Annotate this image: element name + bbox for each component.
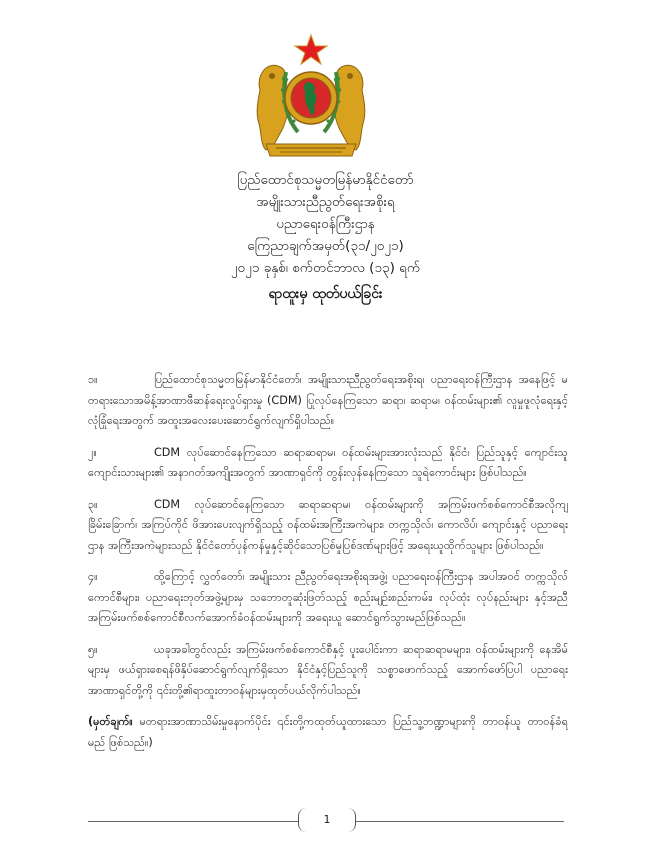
paragraph-2: [88, 443, 568, 484]
government-name: အမျိုးသားညီညွတ်ရေးအစိုးရ: [256, 194, 395, 210]
document-title: ရာထူးမှ ထုတ်ပယ်ခြင်း: [268, 286, 383, 302]
paragraph-text: ပြည်ထောင်စုသမ္မတမြန်မာနိုင်ငံတော်၊ အမျိုးသားညီညွတ်ရေးအစိုးရ၊ ပညာရေးဝန်ကြီးဌာန အနေဖြင့် မတရားသောအမိန့်အာဏာဖီဆန်ရေးလှုပ်ရှားမှု (CDM) ပြုလုပ်နေကြသော ဆရာ၊ ဆရာမ၊ ဝန်ထမ်းများ၏ လူမှုဖူလုံရေးနှင့် လုံခြုံရေးအတွက် အထူးအလေးပေးဆောင်ရွက်လျက်ရှိပါသည်။: [88, 373, 568, 427]
announcement-number: ကြေညာချက်အမှတ်(၃၁/၂၀၂၁): [247, 238, 404, 254]
page-number: 1: [298, 808, 356, 832]
footer-rule-right: [354, 821, 564, 822]
note-paragraph: [88, 712, 568, 753]
paragraph-4: [88, 567, 568, 629]
paragraph-number: ၄။: [88, 570, 98, 583]
country-name: ပြည်ထောင်စုသမ္မတမြန်မာနိုင်ငံတော်: [237, 172, 414, 188]
paragraph-number: ၂။: [88, 445, 97, 459]
state-emblem: [252, 32, 370, 167]
paragraph-text: CDM လုပ်ဆောင်နေကြသော ဆရာဆရာမ၊ ဝန်ထမ်းများကို အကြမ်းဖက်စစ်ကောင်စီအလိုကျ ခြိမ်းခြောက်၊ အကြပ်ကိုင် ဖိအားပေးလျက်ရှိသည့် ဝန်ထမ်းအကြီးအကဲများ၊ တက္ကသိုလ်၊ ကောလိပ်၊ ကျောင်းနှင့် ပညာရေးဌာန အကြီးအကဲများသည် နိုင်ငံတော်ပုန်ကန်မှုနှင့်ဆိုင်သောပြစ်မှုပြစ်ဒဏ်များဖြင့် အရေးယူထိုက်သူများ ဖြစ်ပါသည်။: [88, 497, 568, 552]
paragraph-number: ၁။: [88, 373, 98, 386]
paragraph-text: ယခုအခါတွင်လည်း အကြမ်းဖက်စစ်ကောင်စီနှင့် ပူးပေါင်းကာ ဆရာဆရာမများ၊ ဝန်ထမ်းများကို နေအိမ်များမှ ဖယ်ရှားစေရန်ဖိနှိပ်ဆောင်ရွက်လျက်ရှိသော နိုင်ငံနှင့်ပြည်သူကို သစ္စာဖောက်သည့် အောက်ဖော်ပြပါ ပညာရေး အာဏာရှင်တို့ကို ၎င်းတို့၏ရာထူးတာဝန်များမှထုတ်ပယ်လိုက်ပါသည်။: [88, 642, 568, 697]
document-body: [88, 370, 568, 764]
emblem-graphic: [252, 32, 370, 167]
document-header: [0, 170, 651, 306]
paragraph-text: ထို့ကြောင့် လွှတ်တော်၊ အမျိုးသား ညီညွတ်ရေးအစိုးရအဖွဲ့၊ ပညာရေးဝန်ကြီးဌာန အပါအဝင် တက္ကသိုလ် ကောင်စီများ၊ ပညာရေးဘုတ်အဖွဲ့များမှ သဘောတူဆုံးဖြတ်သည့် စည်းမျဉ်းစည်းကမ်း၊ လုပ်ထုံး လုပ်နည်းများ နှင့်အညီ အကြမ်းဖက်စစ်ကောင်စီလက်အောက်ခံဝန်ထမ်းများကို အရေးယူ ဆောင်ရွက်သွားမည်ဖြစ်သည်။: [88, 570, 568, 624]
note-label: (မှတ်ချက်။: [88, 715, 133, 728]
footer-rule-left: [88, 821, 298, 822]
note-text: မတရားအာဏာသိမ်းမှုနောက်ပိုင်း ၎င်းတို့ကထုတ်ယူထားသော ပြည်သူ့ဘဏ္ဍာများကို တာဝန်ယူ တာဝန်ခံရမည် ဖြစ်သည်။): [88, 715, 568, 749]
announcement-date: ၂၀၂၁ ခုနှစ်၊ စက်တင်ဘာလ (၁၃) ရက်: [230, 260, 421, 276]
paragraph-number: ၅။: [88, 642, 98, 656]
paragraph-5: [88, 640, 568, 702]
paragraph-1: [88, 370, 568, 432]
ministry-name: ပညာရေးဝန်ကြီးဌာန: [276, 216, 375, 232]
paragraph-number: ၃။: [88, 497, 98, 511]
paragraph-3: [88, 495, 568, 557]
paragraph-text: CDM လုပ်ဆောင်နေကြသော ဆရာဆရာမ၊ ဝန်ထမ်းများအားလုံးသည် နိုင်ငံ၊ ပြည်သူနှင့် ကျောင်းသူ ကျောင်းသားများ၏ အနာဂတ်အကျိုးအတွက် အာဏာရှင်ကို တွန်းလှန်နေကြသော သူရဲကောင်းများ ဖြစ်ပါသည်။: [88, 445, 568, 479]
